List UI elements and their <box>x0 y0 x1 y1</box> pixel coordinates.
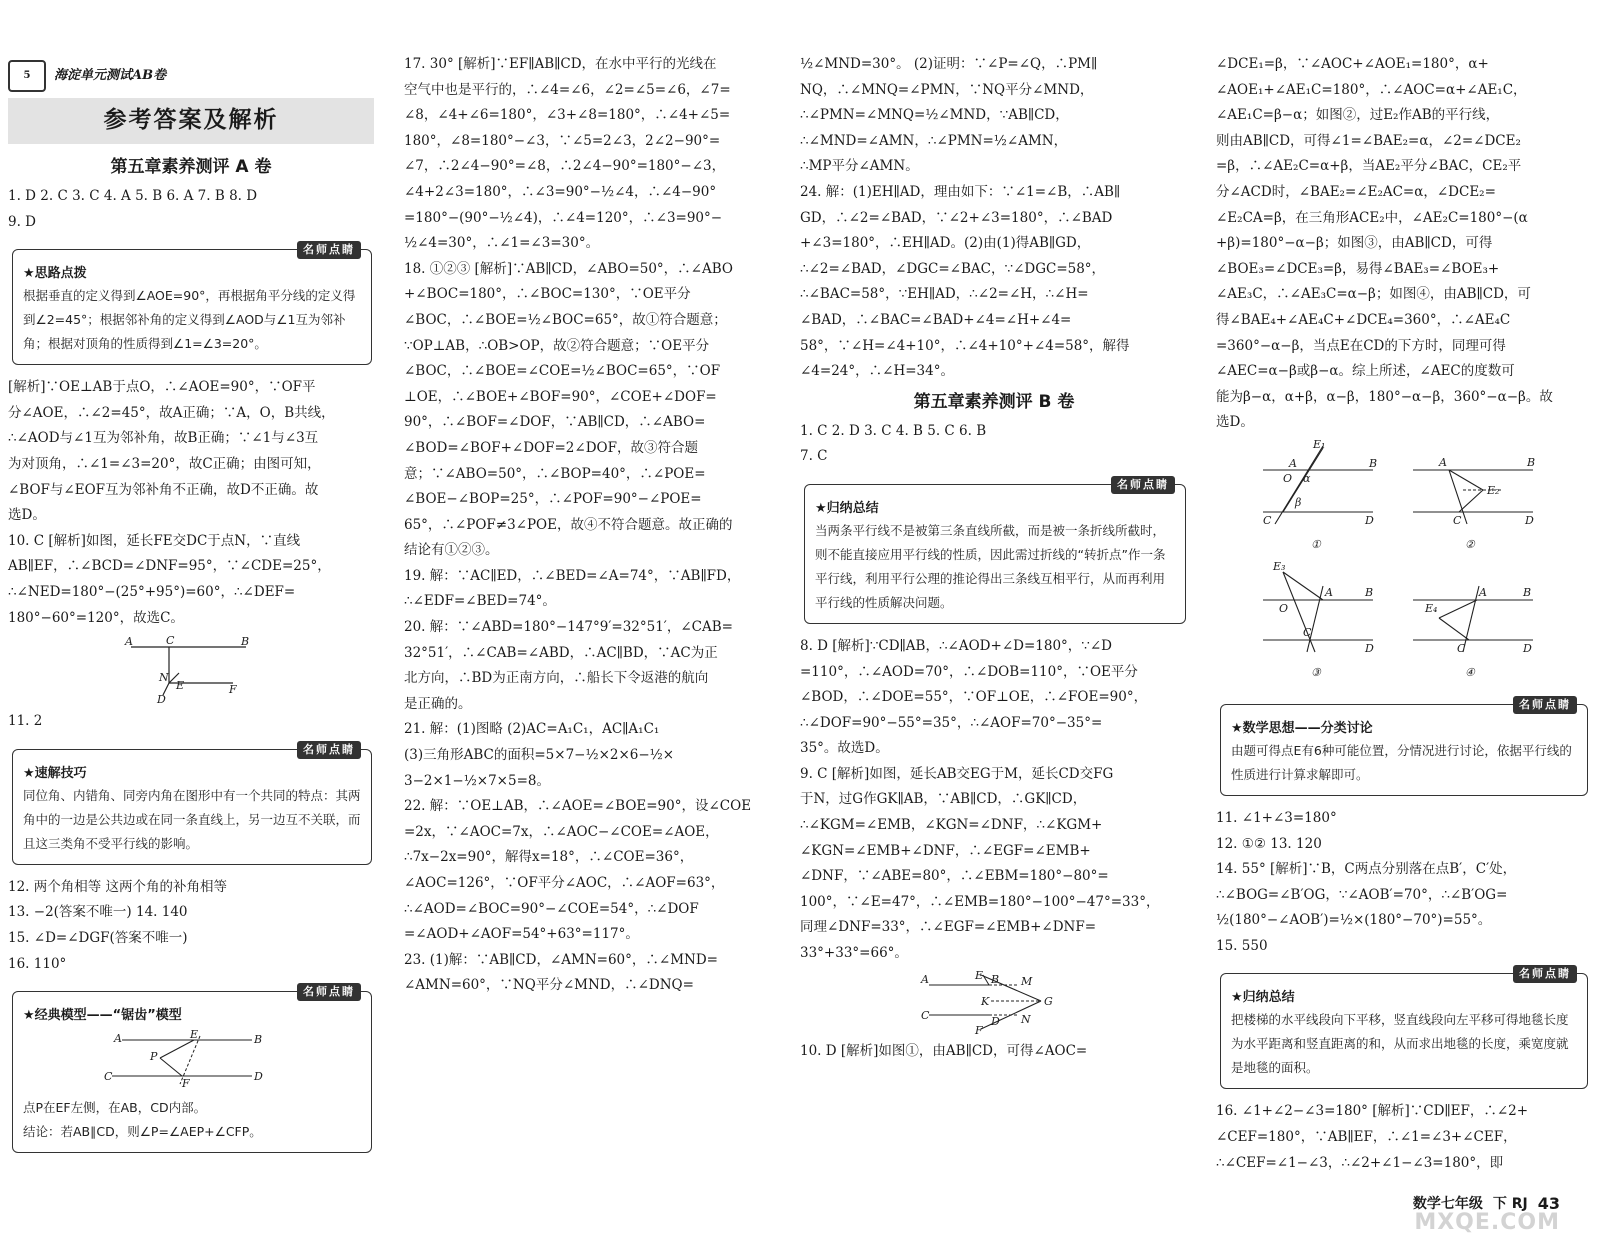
tip-box-model <box>12 985 372 1153</box>
figure-case-3 <box>1263 560 1374 679</box>
tip-text: 同位角、内错角、同旁内角在图形中有一个共同的特点：其两角中的一边是公共边或在同一条直线上，另一边互不关联，而且这三类角不受平行线的影响。 <box>23 787 361 851</box>
tip-box-thinking <box>12 243 372 365</box>
answer-16: 16. 110° <box>8 955 67 972</box>
tip-box-summary <box>804 477 1186 624</box>
answer-b-11: 11. ∠1+∠3=180° <box>1216 809 1337 826</box>
svg-text:B: B <box>991 972 1000 986</box>
svg-text:O: O <box>1279 601 1289 615</box>
answers-b-1-6: 1. C 2. D 3. C 4. B 5. C 6. B <box>800 422 987 439</box>
svg-text:D: D <box>1525 513 1534 527</box>
tip-badge: 名师点睛 <box>1513 965 1577 983</box>
tip-badge: 名师点睛 <box>1513 696 1577 714</box>
svg-text:N: N <box>1021 1012 1031 1026</box>
tip-title: ★归纳总结 <box>1231 990 1295 1006</box>
svg-text:A: A <box>1479 585 1487 599</box>
svg-text:D: D <box>157 693 166 706</box>
tip-title: ★经典模型——“锯齿”模型 <box>23 1008 182 1024</box>
answer-b-7: 7. C <box>800 448 828 465</box>
svg-text:C: C <box>104 1070 113 1084</box>
column-1 <box>0 0 388 1227</box>
svg-text:P: P <box>150 1050 158 1064</box>
q19-solution: 19. 解：∵AC∥ED，∴∠BED=∠A=74°，∵AB∥FD， ∴∠EDF=∠BED=74°。 <box>404 567 741 610</box>
svg-text:E₂: E₂ <box>1487 483 1500 497</box>
svg-text:C: C <box>166 635 175 648</box>
tip-text: 把楼梯的水平线段向下平移，竖直线段向左平移可得地毯长度为水平距离和竖直距离的和，从而求出地毯的长度，乘宽度就是地毯的面积。 <box>1231 1012 1569 1076</box>
column-2 <box>398 0 786 1227</box>
q14b-explanation: 14. 55° [解析]∵B，C两点分别落在点B′，C′处， ∴∠BOG=∠B′OG，∵∠AOB′=70°，∴∠B′OG= ½(180°−∠AOB′)=½×(180°−70°)=55°。 <box>1216 861 1517 929</box>
page-title: 参考答案及解析 <box>8 98 374 144</box>
footer-subject: 数学七年级 <box>1412 1196 1483 1212</box>
svg-text:A: A <box>1289 456 1297 470</box>
tip-title: ★速解技巧 <box>23 765 87 781</box>
svg-text:B: B <box>254 1033 263 1047</box>
svg-text:A: A <box>114 1032 122 1046</box>
svg-text:C: C <box>1263 513 1272 527</box>
svg-text:C: C <box>921 1008 930 1022</box>
figure-case-4 <box>1413 586 1533 679</box>
tip-text-2: 结论：若AB∥CD，则∠P=∠AEP+∠CFP。 <box>23 1124 262 1140</box>
q10b-start: 10. D [解析]如图①，由AB∥CD，可得∠AOC= <box>800 1042 1088 1059</box>
tip-badge: 名师点睛 <box>297 983 361 1001</box>
svg-text:B: B <box>1369 456 1378 470</box>
figure-case-2 <box>1413 456 1535 551</box>
tip-badge: 名师点睛 <box>297 241 361 259</box>
svg-text:O: O <box>1283 471 1293 485</box>
q16b-explanation: 16. ∠1+∠2−∠3=180° [解析]∵CD∥EF，∴∠2+ ∠CEF=180°，∵AB∥EF，∴∠1=∠3+∠CEF， ∴∠CEF=∠1−∠3，∴∠2+∠1−∠3=180°，即 <box>1216 1103 1529 1171</box>
q17-explanation: 17. 30° [解析]∵EF∥AB∥CD，在水中平行的光线在 空气中也是平行的，∴∠4=∠6，∠2=∠5=∠6，∠7= ∠8，∠4+∠6=180°，∠3+∠8=180°，∴∠4+∠5= 180°，∠8=180°−∠3，∵∠5=2∠3，2∠2−90°= ∠7，∴2∠4−90°=∠8，∴2∠4−90°=180°−∠3， ∠4+2∠3=180°，∴∠3=90°−½∠4，∴∠4−90° =180°−(90°−½∠4)，∴∠4=120°，∴∠3=90°− ½∠4=30°，∴∠1=∠3=30°。 <box>404 56 731 252</box>
answer-b-12-13: 12. ①② 13. 120 <box>1216 835 1322 852</box>
answer-15: 15. ∠D=∠DGF(答案不唯一) <box>8 929 188 946</box>
figure-case-1 <box>1263 440 1377 551</box>
series-title: 海淀单元测试AB卷 <box>54 68 167 84</box>
answer-b-15: 15. 550 <box>1216 937 1268 954</box>
svg-text:E₄: E₄ <box>1425 601 1438 615</box>
q22-solution: 22. 解：∵OE⊥AB，∴∠AOE=∠BOE=90°，设∠COE =2x，∵∠AOC=7x，∴∠AOC−∠COE=∠AOE， ∴7x−2x=90°，解得x=18°，∴∠COE=36°， ∠AOC=126°，∵OF平分∠AOC，∴∠AOF=63°， ∴∠AOD=∠BOC=90°−∠COE=54°，∴∠DOF =∠AOD+∠AOF=54°+63°=117°。 <box>404 798 752 943</box>
tip-box-summary-2 <box>1220 967 1588 1089</box>
tip-badge: 名师点睛 <box>297 741 361 759</box>
svg-text:C: C <box>1457 641 1466 655</box>
tip-title: ★思路点拨 <box>23 266 87 282</box>
svg-text:D: D <box>254 1070 263 1084</box>
q24-solution: 24. 解：(1)EH∥AD，理由如下：∵∠1=∠B，∴AB∥ GD，∴∠2=∠BAD，∵∠2+∠3=180°，∴∠BAD +∠3=180°，∴EH∥AD。(2)由(1)得AB∥GD， ∴∠2=∠BAD，∠DGC=∠BAC，∵∠DGC=58°， ∴∠BAC=58°，∵EH∥AD，∴∠2=∠H，∴∠H= ∠BAD，∴∠BAC=∠BAD+∠4=∠H+∠4= 58°，∵∠H=∠4+10°，∴∠4+10°+∠4=58°，解得 ∠4=24°，∴∠H=34°。 <box>800 183 1130 380</box>
answers-1-8: 1. D 2. C 3. C 4. A 5. B 6. A 7. B 8. D <box>8 188 258 204</box>
tip-text: 由题可得点E有6种可能位置，分情况进行讨论，依据平行线的性质进行计算求解即可。 <box>1231 742 1572 782</box>
q20-solution: 20. 解：∵∠ABD=180°−147°9′=32°51′，∠CAB= 32°51′，∴∠CAB=∠ABD，∴AC∥BD，∵AC为正 北方向，∴BD为正南方向，∴船长下令返港的航向 是正确的。 <box>404 619 733 712</box>
svg-text:D: D <box>1365 641 1374 655</box>
svg-text:E: E <box>975 970 984 982</box>
tip-title: ★数学思想——分类讨论 <box>1231 720 1373 736</box>
q18-explanation: 18. ①②③ [解析]∵AB∥CD，∠ABO=50°，∴∠ABO +∠BOC=180°，∴∠BOC=130°，∵OE平分 ∠BOC，∴∠BOE=½∠BOC=65°，故①符合题意； ∵OP⊥AB，∴OB>OP，故②符合题意；∵OE平分 ∠BOC，∴∠BOE=∠COE=½∠BOC=65°，∵OF ⊥OE，∴∠BOE+∠BOF=90°，∠COE+∠DOF= 90°，∴∠BOF=∠DOF，∵AB∥CD，∴∠ABO= ∠BOD=∠BOF+∠DOF=2∠DOF，故③符合题 意；∵∠ABO=50°，∴∠BOP=40°，∴∠POE= ∠BOE−∠BOP=25°，∴∠POF=90°−∠POE= 65°，∴∠POF≠3∠POE，故④不符合题意。故正确的 结论有①②③。 <box>404 260 733 559</box>
column-4 <box>1210 0 1600 1227</box>
q23-continued: ½∠MND=30°。 (2)证明：∵∠P=∠Q，∴PM∥ NQ，∴∠MNQ=∠PMN，∵NQ平分∠MND， ∴∠PMN=∠MNQ=½∠MND，∵AB∥CD， ∴∠MND=∠AMN，∴∠PMN=½∠AMN， ∴MP平分∠AMN。 <box>800 56 1098 175</box>
q10b-continued: ∠DCE₁=β，∵∠AOC+∠AOE₁=180°，α+ ∠AOE₁+∠AE₁C=180°，∴∠AOC=α+∠AE₁C， ∠AE₁C=β−α；如图②，过E₂作AB的平行线， 则由AB∥CD，可得∠1=∠BAE₂=α，∠2=∠DCE₂ =β，∴∠AE₂C=α+β，当AE₂平分∠BAC，CE₂平 分∠ACD时，∠BAE₂=∠E₂AC=α，∠DCE₂= ∠E₂CA=β，在三角形ACE₂中，∠AE₂C=180°−(α +β)=180°−α−β；如图③，由AB∥CD，可得 ∠BOE₃=∠DCE₃=β，易得∠BAE₃=∠BOE₃+ ∠AE₃C，∴∠AE₃C=α−β；如图④，由AB∥CD，可 得∠BAE₄+∠AE₄C+∠DCE₄=360°，∴∠AE₄C =360°−α−β，当点E在CD的下方时，同理可得 ∠AEC=α−β或β−α。综上所述，∠AEC的度数可 能为β−α，α+β，α−β，180°−α−β，360°−α−β。故 选D。 <box>1216 56 1553 431</box>
svg-text:①: ① <box>1311 537 1321 551</box>
watermark: MXQE.COM <box>1414 1210 1560 1235</box>
svg-text:③: ③ <box>1311 665 1321 679</box>
svg-text:F: F <box>182 1077 190 1091</box>
answer-9: 9. D <box>8 213 36 230</box>
svg-text:A: A <box>125 635 133 649</box>
svg-text:K: K <box>981 994 990 1008</box>
answer-12: 12. 两个角相等 这两个角的补角相等 <box>8 878 228 895</box>
figure-q10 <box>121 635 261 705</box>
column-3 <box>796 0 1200 1227</box>
figure-q10b-cases <box>1253 440 1553 690</box>
footer-grade-tag: 下 RJ <box>1492 1196 1528 1212</box>
tip-box-quick <box>12 742 372 865</box>
q10-explanation: 10. C [解析]如图，延长FE交DC于点N，∵直线 AB∥EF，∴∠BCD=∠DNF=95°，∵∠CDE=25°， ∴∠NED=180°−(25°+95°)=60°，∴∠DEF= 180°−60°=120°，故选C。 <box>8 532 331 626</box>
svg-text:E: E <box>190 1030 199 1042</box>
tip-title: ★归纳总结 <box>815 500 879 516</box>
tip-text: 当两条平行线不是被第三条直线所截，而是被一条折线所截时，则不能直接应用平行线的性质，因此需过折线的“转折点”作一条平行线，利用平行公理的推论得出三条线互相平行，从而再利用平行线的性质解决问题。 <box>815 522 1166 610</box>
svg-text:E₃: E₃ <box>1273 559 1286 573</box>
svg-text:A: A <box>921 972 929 986</box>
page-number: 43 <box>1537 1193 1560 1213</box>
answer-13-14: 13. −2(答案不唯一) 14. 140 <box>8 904 188 921</box>
logo-row <box>8 54 374 98</box>
svg-text:F: F <box>975 1023 983 1035</box>
svg-text:D: D <box>1523 641 1532 655</box>
q9-explanation: [解析]∵OE⊥AB于点O，∴∠AOE=90°，∵OF平 分∠AOE，∴∠2=45°，故A正确；∵A，O，B共线， ∴∠AOD与∠1互为邻补角，故B正确；∵∠1与∠3互 为对顶角，∴∠1=∠3=20°，故C正确；由图可知， ∠BOF与∠EOF互为邻补角不正确，故D不正确。故 选D。 <box>8 379 335 524</box>
svg-text:④: ④ <box>1465 665 1475 679</box>
svg-text:M: M <box>1021 974 1033 988</box>
svg-text:E₁: E₁ <box>1313 439 1326 451</box>
q8b-explanation: 8. D [解析]∵CD∥AB，∴∠AOD+∠D=180°，∵∠D =110°，∴∠AOD=70°，∴∠DOB=110°，∵OE平分 ∠BOD，∴∠DOE=55°，∵OF⊥OE，∴∠FOE=90°， ∴∠DOF=90°−55°=35°，∴∠AOF=70°−35°= 35°。故选D。 <box>800 637 1148 757</box>
svg-text:B: B <box>241 635 250 649</box>
section-a-title: 第五章素养测评 A 卷 <box>110 157 272 177</box>
figure-q9b <box>919 971 1069 1035</box>
svg-text:β: β <box>1295 495 1302 509</box>
svg-text:G: G <box>1044 994 1053 1008</box>
figure-sawtooth <box>102 1030 282 1092</box>
svg-text:②: ② <box>1465 537 1475 551</box>
svg-text:α: α <box>1303 471 1311 485</box>
q23-solution: 23. (1)解：∵AB∥CD，∠AMN=60°，∴∠MND= ∠AMN=60°，∵NQ平分∠MND，∴∠DNQ= <box>404 951 718 994</box>
tip-badge: 名师点睛 <box>1111 476 1175 494</box>
svg-text:B: B <box>1523 585 1532 599</box>
svg-text:D: D <box>1365 513 1374 527</box>
tip-text: 根据垂直的定义得到∠AOE=90°，再根据角平分线的定义得到∠2=45°；根据邻补角的定义得到∠AOD与∠1互为邻补角；根据对顶角的性质得到∠1=∠3=20°。 <box>23 288 356 352</box>
svg-text:D: D <box>991 1014 1000 1028</box>
q21-solution: 21. 解：(1)图略 (2)AC=A₁C₁，AC∥A₁C₁ (3)三角形ABC的面积=5×7−½×2×6−½× 3−2×1−½×7×5=8。 <box>404 721 675 789</box>
svg-text:A: A <box>1439 455 1447 469</box>
svg-text:B: B <box>1527 455 1536 469</box>
svg-text:E: E <box>176 679 185 693</box>
q9b-explanation: 9. C [解析]如图，延长AB交EG于M，延长CD交FG 于N，过G作GK∥AB，∵AB∥CD，∴GK∥CD， ∴∠KGM=∠EMB，∠KGN=∠DNF，∴∠KGM+ ∠KGN=∠EMB+∠DNF，∴∠EGF=∠EMB+ ∠DNF，∵∠ABE=80°，∴∠EBM=180°−80°= 100°，∵∠E=47°，∴∠EMB=180°−100°−47°=33°， 同理∠DNF=33°，∴∠EGF=∠EMB+∠DNF= 33°+33°=66°。 <box>800 765 1160 962</box>
tip-text-1: 点P在EF左侧，在AB，CD内部。 <box>23 1100 207 1116</box>
svg-text:C: C <box>1453 513 1462 527</box>
svg-text:A: A <box>1325 585 1333 599</box>
svg-text:C: C <box>1303 625 1312 639</box>
svg-text:N: N <box>159 671 169 685</box>
answer-11: 11. 2 <box>8 713 43 730</box>
tip-box-classify <box>1220 697 1588 796</box>
section-b-title: 第五章素养测评 B 卷 <box>913 391 1075 412</box>
svg-text:B: B <box>1365 585 1374 599</box>
logo-icon: 5 <box>8 60 46 92</box>
svg-text:F: F <box>229 683 237 697</box>
